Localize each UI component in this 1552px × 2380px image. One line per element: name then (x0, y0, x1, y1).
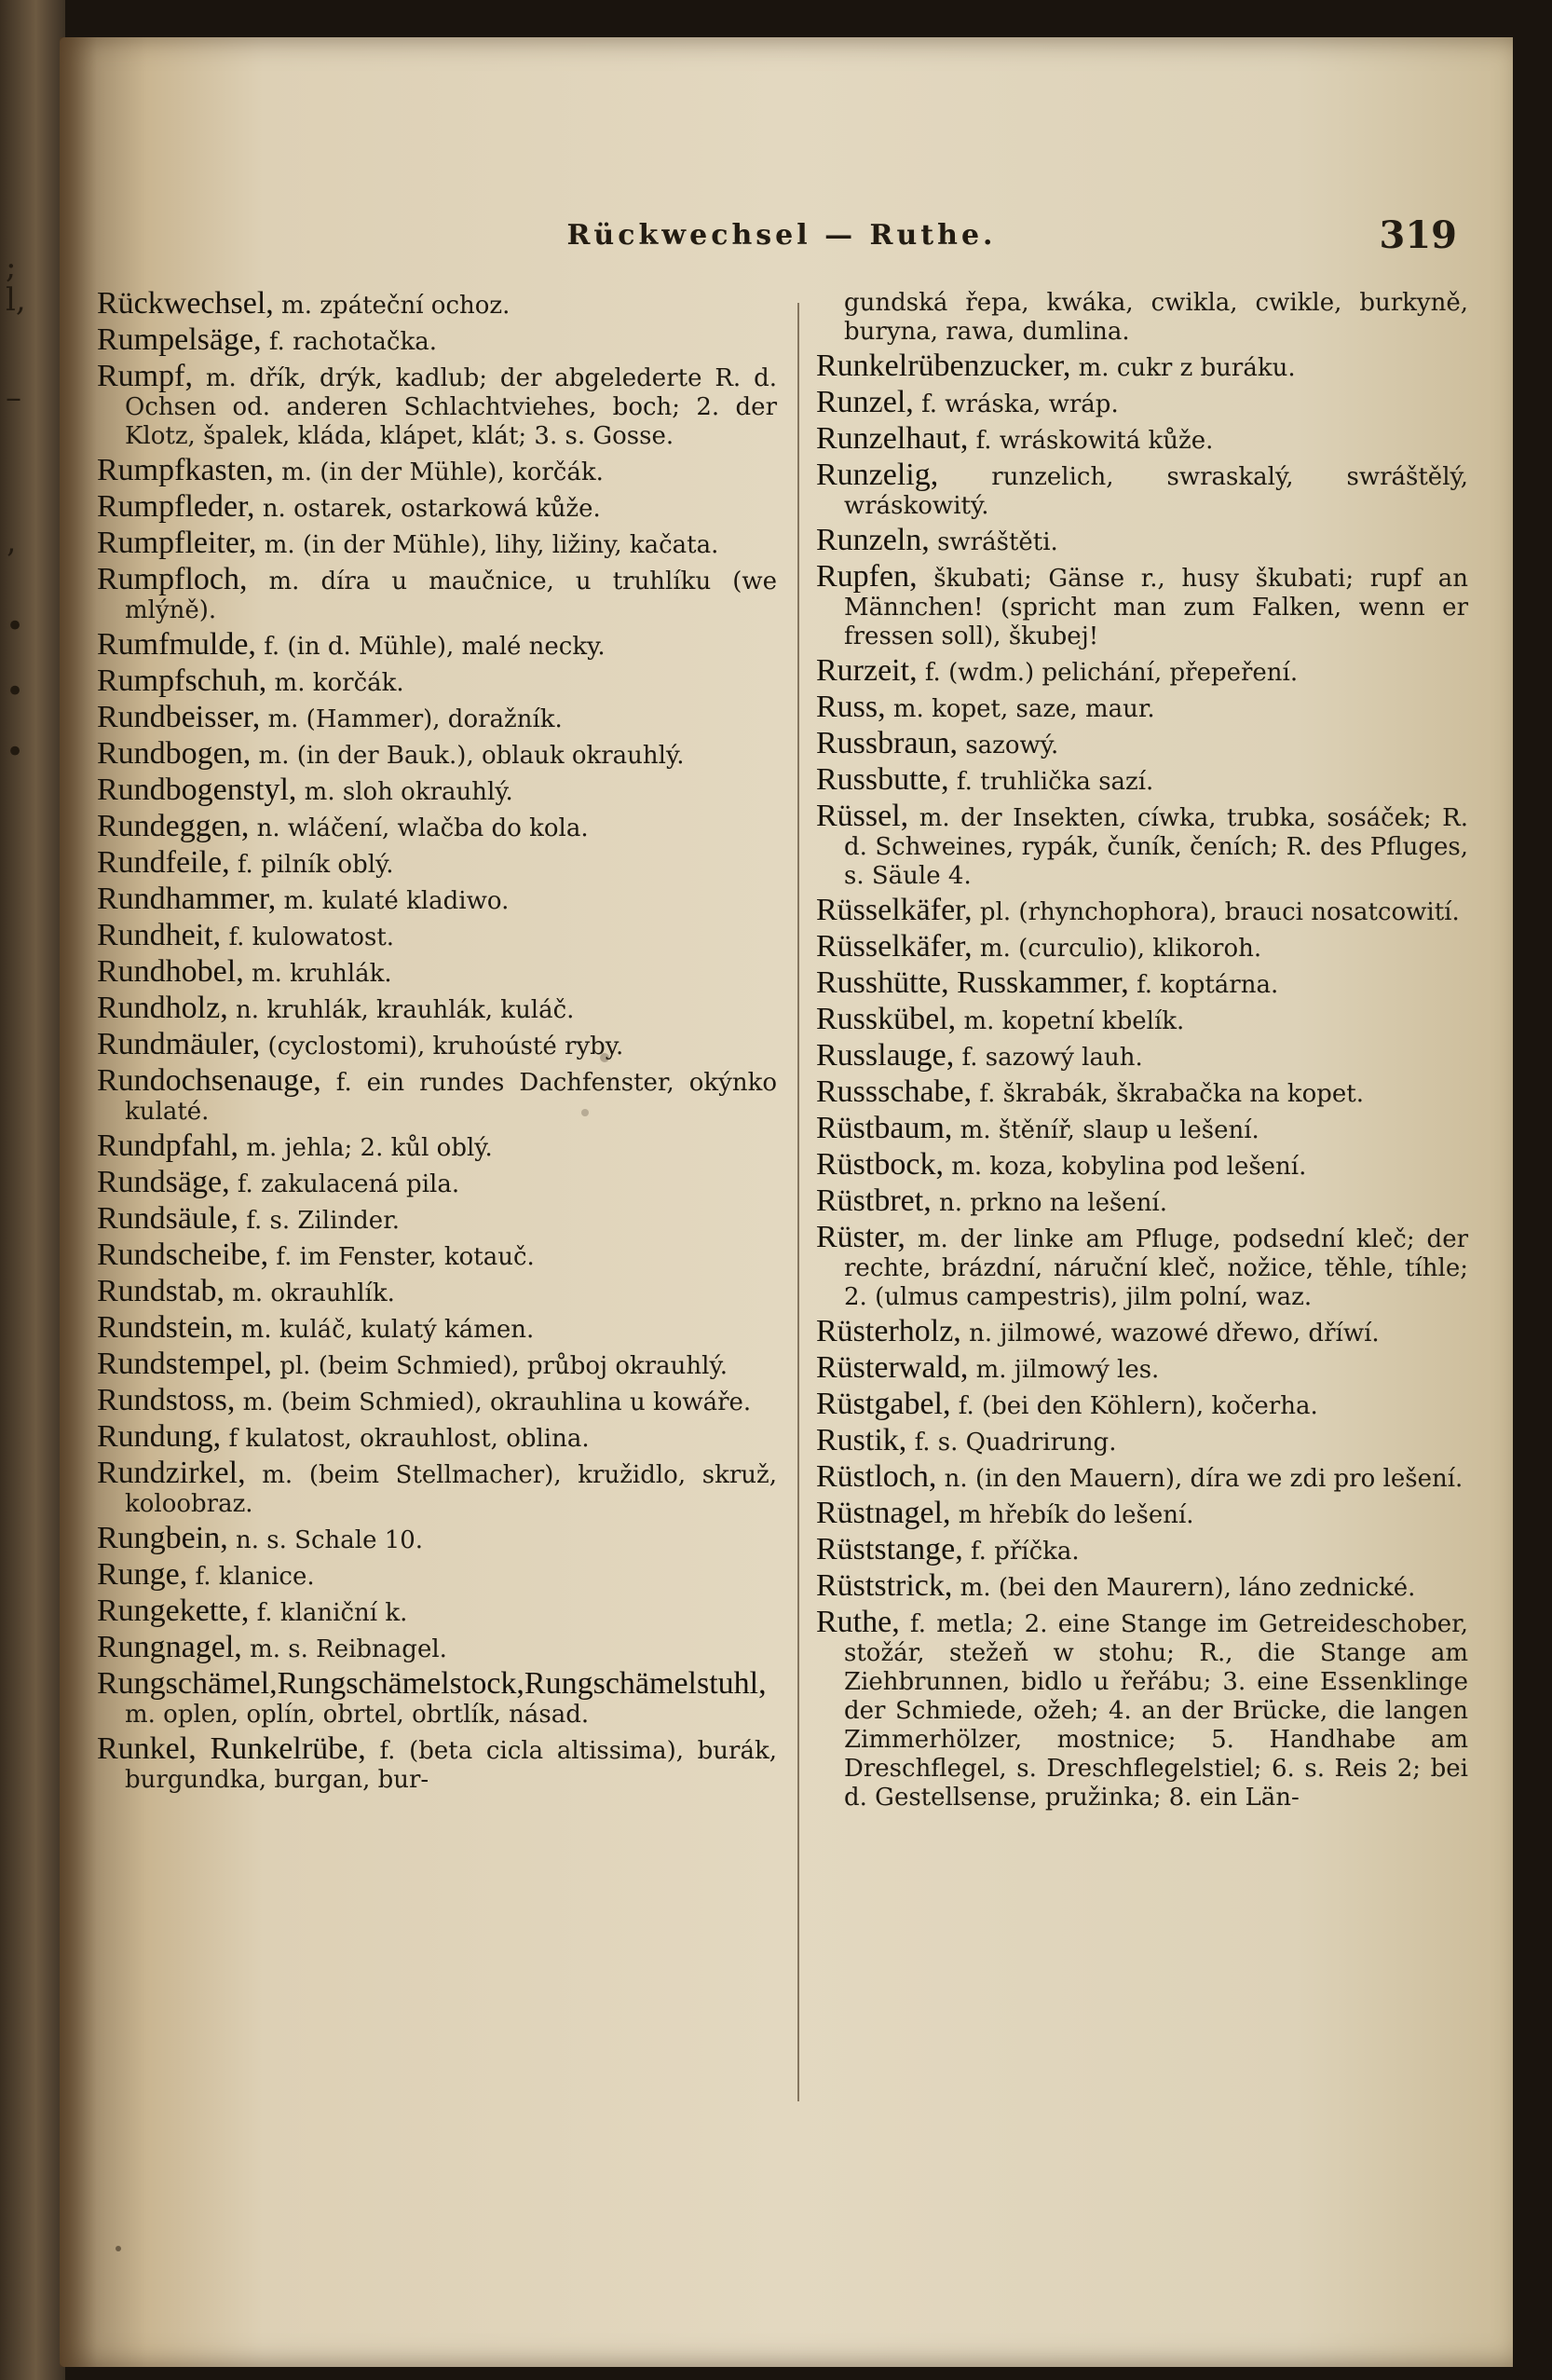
entry-gloss: f. truhlička sazí. (956, 768, 1154, 796)
entry-headword: Runkelrübenzucker, (816, 349, 1071, 383)
entry-gloss: m. korčák. (274, 669, 404, 697)
entry-gloss: f. (in d. Mühle), malé necky. (264, 633, 606, 661)
prev-page-mark: – (6, 379, 21, 417)
entry-gloss: f. s. Quadrirung. (914, 1429, 1117, 1457)
entry-headword: Runkel, Runkelrübe, (97, 1731, 366, 1766)
entry-gloss: m. s. Reibnagel. (250, 1635, 447, 1663)
entry-headword: Rumpfschuh, (97, 663, 267, 698)
entry-gloss: f. klanice. (195, 1563, 315, 1591)
entry-headword: Rundbogen, (97, 736, 252, 771)
page-number: 319 (1379, 213, 1457, 257)
previous-page-marks (6, 0, 52, 2380)
prev-page-mark: ’ (6, 542, 16, 580)
entry-headword: Rundstempel, (97, 1347, 272, 1381)
entry-headword: Rundbogenstyl, (97, 773, 297, 807)
entry-gloss: m. okrauhlík. (232, 1279, 395, 1307)
entry-gloss: runzelich, swraskalý, swráštělý, wráskowitý. (844, 463, 1469, 520)
entry-headword: Rüster, (816, 1220, 905, 1254)
entry-headword: Russschabe, (816, 1074, 973, 1109)
entry-headword: Rundstoss, (97, 1383, 236, 1417)
paper-speck (600, 1053, 609, 1062)
entry-gloss: sazowý. (965, 732, 1059, 759)
entry-headword: Rundung, (97, 1419, 222, 1454)
entry-gloss: m. (in der Mühle), lihy, ližiny, kačata. (264, 531, 719, 559)
entry-gloss: f. kulowatost. (228, 923, 395, 951)
entry-gloss: m. der linke am Pfluge, podsední kleč; der rechte, brázdní, náruční kleč, nožice, těhle, tíhle; 2. (ulmus campestris), jilm polní, waz. (844, 1225, 1469, 1311)
entry-headword: Rüstbaum, (816, 1111, 953, 1145)
entry-gloss: m. (in der Mühle), korčák. (281, 458, 604, 486)
entry-gloss: n. prkno na lešení. (938, 1189, 1168, 1217)
entry-gloss: f. zakulacená pila. (237, 1170, 460, 1198)
entry-headword: Rundholz, (97, 991, 228, 1025)
entry-headword: Rumpfleiter, (97, 526, 257, 560)
entry-headword: Rundzirkel, (97, 1456, 246, 1490)
entry-headword: Rüstgabel, (816, 1387, 951, 1421)
entry-gloss: n. (in den Mauern), díra we zdi pro lešení. (944, 1465, 1464, 1493)
entry-gloss: m. kopetní kbelík. (963, 1007, 1185, 1035)
entry-headword: Rundhobel, (97, 954, 244, 989)
previous-page-edge (0, 0, 65, 2380)
entry-gloss: f. im Fenster, kotauč. (276, 1243, 535, 1271)
entry-headword: Rundfeile, (97, 845, 230, 880)
entry-gloss: f. ein rundes Dachfenster, okýnko kulaté. (125, 1069, 777, 1126)
entry-headword: Rurzeit, (816, 653, 918, 688)
entry-headword: Rupfen, (816, 559, 918, 594)
entry-gloss: n. s. Schale 10. (235, 1526, 424, 1554)
entry-gloss: f. škrabák, škrabačka na kopet. (979, 1080, 1365, 1108)
entry-headword: Rundeggen, (97, 809, 250, 843)
entry-gloss: m. zpáteční ochoz. (281, 292, 511, 320)
entry-headword: Russ, (816, 690, 886, 724)
entry-headword: Russbraun, (816, 726, 959, 760)
entry-gloss: f. sazowý lauh. (961, 1044, 1143, 1072)
entry-gloss: škubati; Gänse r., husy škubati; rupf an Männchen! (spricht man zum Falken, wenn er fressen soll), škubej! (844, 565, 1468, 650)
dictionary-page (60, 37, 1513, 2367)
entry-gloss: f. (bei den Köhlern), kočerha. (958, 1392, 1318, 1420)
entry-headword: Runge, (97, 1557, 188, 1592)
entry-headword: Russbutte, (816, 762, 949, 797)
entry-headword: Rüsselkäfer, (816, 893, 973, 927)
entry-headword: Rundpfahl, (97, 1128, 239, 1163)
entry-gloss: f. příčka. (970, 1538, 1080, 1566)
entry-headword: Russkübel, (816, 1002, 957, 1036)
entry-gloss: f. metla; 2. eine Stange im Getreideschober, stožár, stežeň w stohu; R., die Stange am Ziehbrunnen, bidlo u řeřábu; 3. eine Essenklinge der Schmiede, ožeh; 4. an der Brücke, die langen Zimmerhölzer, mostnice; 5. Handhabe am Dreschflegel, s. Dreschflegelstiel; 6. s. Reis 2; bei d. Gestellsense, pružinka; 8. ein Län- (844, 1610, 1468, 1812)
entry-headword: Rungnagel, (97, 1630, 242, 1664)
entry-gloss: n. ostarek, ostarkowá kůže. (262, 495, 601, 523)
entry-gloss: m. (in der Bauk.), oblauk okrauhlý. (258, 742, 685, 770)
entry-headword: Rundmäuler, (97, 1027, 261, 1061)
entry-gloss: m. (beim Stellmacher), kružidlo, skruž, koloobraz. (125, 1461, 778, 1518)
entry-gloss: f. wráskowitá kůže. (975, 427, 1214, 455)
entry-gloss: f. (wdm.) pelichání, přepeření. (924, 659, 1299, 687)
entry-gloss: m. (bei den Maurern), láno zednické. (960, 1574, 1416, 1602)
prev-page-mark: • (6, 673, 25, 710)
entry-headword: Rumpfloch, (97, 562, 248, 596)
paper-speck (116, 2246, 121, 2251)
entry-headword: Rumpf, (97, 359, 193, 393)
entry-gloss: f. klaniční k. (256, 1599, 408, 1627)
entry-headword: Rumpfleder, (97, 489, 255, 524)
entry-gloss: m. der Insekten, cíwka, trubka, sosáček; R. d. Schweines, rypák, čuník, čeních; R. des Pfluges, s. Säule 4. (844, 804, 1468, 890)
entry-headword: Rundsäule, (97, 1201, 239, 1236)
entry-gloss: m. (beim Schmied), okrauhlina u kowáře. (242, 1388, 752, 1416)
entry-gloss: m. díra u maučnice, u truhlíku (we mlýně). (125, 568, 778, 624)
entry-gloss: f kulatost, okrauhlost, oblina. (228, 1425, 590, 1453)
entry-gloss: f. koptárna. (1137, 971, 1279, 999)
entry-headword: Ruthe, (816, 1605, 900, 1639)
entry-headword: Russlauge, (816, 1038, 955, 1073)
entry-headword: Rundscheibe, (97, 1238, 269, 1272)
entry-gloss: m. kruhlák. (251, 960, 392, 988)
entry-headword: Rumpfkasten, (97, 453, 274, 487)
entry-gloss: m. oplen, oplín, obrtel, obrtlík, násad. (125, 1701, 590, 1729)
entry-headword: Rustik, (816, 1423, 907, 1457)
entry-gloss: m. kuláč, kulatý kámen. (240, 1316, 535, 1344)
entry-gloss: m. koza, kobylina pod lešení. (951, 1153, 1307, 1181)
entry-headword: Rundheit, (97, 918, 222, 952)
entry-headword: Rückwechsel, (97, 286, 274, 321)
entry-gloss: pl. (rhynchophora), brauci nosatcowití. (979, 898, 1460, 926)
entry-headword: Rüstnagel, (816, 1496, 951, 1530)
entry-headword: Rungschämel,Rungschämelstock,Rungschämelstuhl, (97, 1666, 767, 1701)
entry-gloss: m. jehla; 2. kůl oblý. (246, 1134, 493, 1162)
entry-gloss: swráštěti. (937, 528, 1058, 556)
entry-headword: Rungbein, (97, 1521, 228, 1555)
entry-gloss: (cyclostomi), kruhoústé ryby. (267, 1033, 624, 1060)
entry-gloss: f. (beta cicla altissima), burák, burgundka, burgan, bur- (125, 1737, 777, 1794)
entry-headword: Rundsäge, (97, 1165, 230, 1199)
entry-headword: Runzelig, (816, 458, 939, 492)
entry-headword: Runzeln, (816, 523, 930, 557)
entry-headword: Rüsterholz, (816, 1314, 961, 1348)
entry-headword: Rumpelsäge, (97, 322, 262, 357)
entry-gloss: m hřebík do lešení. (958, 1501, 1194, 1529)
entry-headword: Runzelhaut, (816, 421, 969, 456)
running-head: Rückwechsel — Ruthe. (566, 219, 997, 252)
entry-headword: Rundstein, (97, 1310, 234, 1345)
entry-gloss: gundská řepa, kwáka, cwikla, cwikle, burkyně, buryna, rawa, dumlina. (844, 289, 1468, 346)
entry-gloss: n. wláčení, wlačba do kola. (256, 814, 589, 842)
entry-headword: Rundochsenauge, (97, 1063, 321, 1098)
entry-headword: Rundhammer, (97, 882, 277, 916)
entry-headword: Rundstab, (97, 1274, 225, 1308)
entry-gloss: m. kopet, saze, maur. (892, 695, 1155, 723)
entry-gloss: f. s. Zilinder. (246, 1207, 401, 1235)
entry-gloss: n. kruhlák, krauhlák, kuláč. (235, 996, 575, 1024)
entry-gloss: f. pilník oblý. (237, 851, 394, 879)
paper-specks (60, 37, 1513, 2367)
entry-gloss: f. rachotačka. (268, 328, 437, 356)
entry-gloss: f. wráska, wráp. (921, 390, 1119, 418)
entry-headword: Rungekette, (97, 1594, 250, 1628)
entry-gloss: m. (Hammer), doražník. (267, 705, 563, 733)
entry-gloss: pl. (beim Schmied), průboj okrauhlý. (279, 1352, 728, 1380)
entry-headword: Rundbeisser, (97, 700, 261, 734)
prev-page-mark: • (6, 608, 25, 645)
entry-headword: Russhütte, Russkammer, (816, 965, 1129, 1000)
entry-gloss: m. sloh okrauhlý. (304, 778, 513, 806)
entry-gloss: m. jilmowý les. (975, 1356, 1160, 1384)
entry-headword: Rüststange, (816, 1532, 963, 1566)
entry-headword: Runzel, (816, 385, 914, 419)
entry-headword: Rüsterwald, (816, 1350, 969, 1385)
entry-gloss: m. cukr z buráku. (1078, 354, 1296, 382)
entry-headword: Rüstbret, (816, 1183, 932, 1218)
entry-gloss: m. (curculio), klikoroh. (979, 935, 1262, 963)
entry-headword: Rüsselkäfer, (816, 929, 973, 964)
entry-headword: Rüstloch, (816, 1459, 937, 1494)
prev-page-mark: • (6, 733, 25, 771)
entry-headword: Rumfmulde, (97, 627, 256, 662)
entry-gloss: m. dřík, drýk, kadlub; der abgelederte R. d. Ochsen od. anderen Schlachtviehes, boch; 2. der Klotz, špalek, kláda, klápet, klát; 3. s. Gosse. (125, 364, 778, 450)
entry-headword: Rüstbock, (816, 1147, 944, 1182)
paper-speck (581, 1109, 589, 1116)
entry-gloss: m. štěníř, slaup u lešení. (960, 1116, 1259, 1144)
prev-page-mark: ; (6, 249, 17, 286)
entry-gloss: m. kulaté kladiwo. (283, 887, 510, 915)
entry-headword: Rüststrick, (816, 1568, 953, 1603)
prev-page-mark: l, (6, 281, 26, 319)
entry-headword: Rüssel, (816, 799, 909, 833)
entry-gloss: n. jilmowé, wazowé dřewo, dříwí. (969, 1320, 1380, 1347)
